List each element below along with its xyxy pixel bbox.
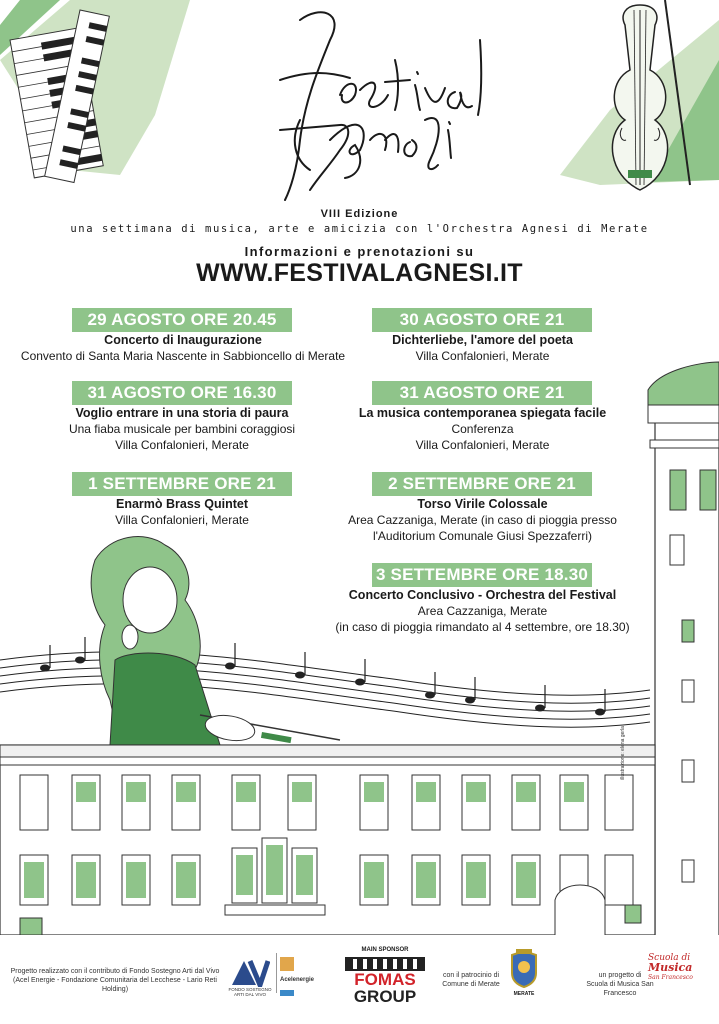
event-title: Voglio entrare in una storia di paura <box>75 406 289 420</box>
event-title: Enarmò Brass Quintet <box>116 497 248 511</box>
scuola-logo-line: Scuola di <box>648 953 691 963</box>
event-location-note: l'Auditorium Comunale Giusi Spezzaferri) <box>372 529 593 543</box>
woman-illustration <box>91 537 340 745</box>
info-label: Informazioni e prenotazioni su <box>244 244 475 259</box>
event-title: Torso Virile Colossale <box>417 497 548 511</box>
patronage-text <box>435 971 507 989</box>
merate-coat-of-arms-icon <box>508 949 540 989</box>
festival-logo-artwork <box>280 12 481 200</box>
fomas-logo: FOMAS <box>354 970 416 989</box>
av-logo <box>230 957 270 987</box>
project-credit <box>5 967 225 994</box>
event-date-badge: 31 AGOSTO ORE 21 <box>372 381 592 405</box>
acel-energie-logo: Acelenergie <box>280 977 315 983</box>
event-title: Dichterliebe, l'amore del poeta <box>392 333 573 347</box>
event-date-badge: 30 AGOSTO ORE 21 <box>372 308 592 332</box>
music-staff-illustration <box>0 652 650 727</box>
event-description: Conferenza <box>451 422 514 436</box>
illustration-credit: illustrazione: elena gerla <box>620 726 626 780</box>
footer-divider <box>276 953 277 993</box>
event-location: Area Cazzaniga, Merate <box>417 604 548 618</box>
event-description: Una fiaba musicale per bambini coraggiosi <box>68 422 296 436</box>
event-location: Villa Confalonieri, Merate <box>115 513 249 527</box>
event-title: Concerto di Inaugurazione <box>104 333 262 347</box>
patronage-line: Comune di Merate <box>442 981 500 988</box>
patronage-line: con il patrocinio di <box>442 972 500 979</box>
event-card <box>310 587 655 635</box>
event-date-badge: 3 SETTEMBRE ORE 18.30 <box>372 563 592 587</box>
event-title: La musica contemporanea spiegata facile <box>358 406 607 420</box>
building-illustration <box>0 745 655 935</box>
event-card <box>340 332 625 364</box>
edition-label: VIII Edizione <box>320 208 399 220</box>
lario-reti-logo <box>280 990 294 996</box>
event-date-badge: 29 AGOSTO ORE 20.45 <box>72 308 292 332</box>
event-date-badge: 2 SETTEMBRE ORE 21 <box>372 472 592 496</box>
event-location: Convento di Santa Maria Nascente in Sabbioncello di Merate <box>20 349 346 363</box>
scuola-musica-logo <box>648 953 704 983</box>
scuola-logo-line: Musica <box>648 961 693 974</box>
piano-illustration <box>0 0 190 183</box>
event-date-badge: 1 SETTEMBRE ORE 21 <box>72 472 292 496</box>
fomas-logo-mark <box>345 957 425 971</box>
main-sponsor-label: MAIN SPONSOR <box>361 947 409 953</box>
project-credit-line: Progetto realizzato con il contributo di Fondo Sostegno Arti dal Vivo <box>10 968 220 975</box>
fomas-group-logo: GROUP <box>353 987 417 1006</box>
event-location-note: (in caso di pioggia rimandato al 4 settembre, ore 18.30) <box>335 620 630 634</box>
event-title: Concerto Conclusivo - Orchestra del Festival <box>348 588 617 602</box>
av-logo-caption: FONDO SOSTEGNO ARTI DAL VIVO <box>228 987 272 997</box>
event-location: Area Cazzaniga, Merate (in caso di pioggia presso <box>348 513 617 527</box>
tagline: una settimana di musica, arte e amicizia con l'Orchestra Agnesi di Merate <box>70 223 649 235</box>
event-date-badge: 31 AGOSTO ORE 16.30 <box>72 381 292 405</box>
scuola-logo-line: San Francesco <box>648 974 693 981</box>
project-by-line: Scuola di Musica San Francesco <box>586 981 654 997</box>
fondazione-logo <box>280 957 294 971</box>
project-credit-line: (Acel Energie - Fondazione Comunitaria del Lecchese - Lario Reti Holding) <box>13 977 217 993</box>
event-card <box>335 405 630 453</box>
tower-illustration <box>648 362 719 940</box>
footer <box>0 935 719 1024</box>
event-location: Villa Confalonieri, Merate <box>115 438 249 452</box>
project-by-line: un progetto di <box>598 972 642 979</box>
event-card <box>20 496 344 528</box>
event-card <box>20 405 344 453</box>
violin-illustration <box>560 0 719 190</box>
website-link[interactable]: WWW.FESTIVALAGNESI.IT <box>196 259 523 287</box>
merate-label: MERATE <box>513 991 535 997</box>
event-location: Villa Confalonieri, Merate <box>415 349 550 363</box>
event-card <box>330 496 635 544</box>
event-location: Villa Confalonieri, Merate <box>415 438 550 452</box>
event-card <box>0 332 366 364</box>
